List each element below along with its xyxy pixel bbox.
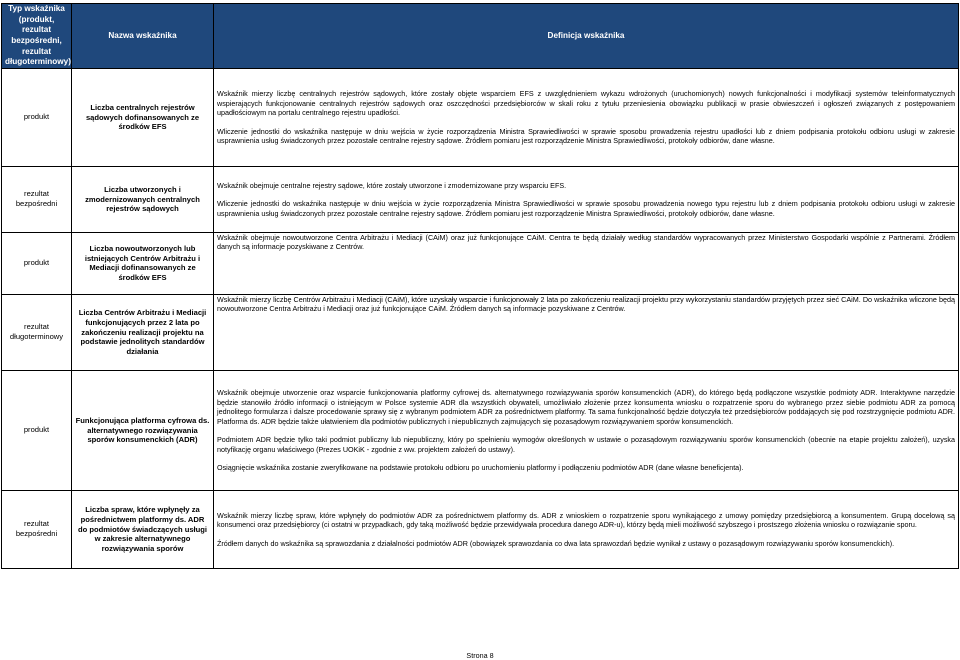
indicator-name: Liczba nowoutworzonych lub istniejących Centrów Arbitrażu i Mediacji dofinansowanych ze środków EFS xyxy=(72,232,214,294)
definition-paragraph: Wskaźnik obejmuje centralne rejestry sądowe, które zostały utworzone i zmodernizowane przy wsparciu EFS. xyxy=(217,180,567,190)
indicator-name: Liczba centralnych rejestrów sądowych dofinansowanych ze środków EFS xyxy=(72,68,214,166)
indicator-type: produkt xyxy=(2,370,72,490)
header-definition: Definicja wskaźnika xyxy=(214,4,959,69)
indicator-name: Funkcjonująca platforma cyfrowa ds. alternatywnego rozwiązywania sporów konsumenckich (ADR) xyxy=(72,370,214,490)
definition-paragraph: Wliczenie jednostki do wskaźnika następuje w dniu wejścia w życie rozporządzenia Ministra Sprawiedliwości w sprawie sposobu prowadzenia rejestru upadłości lub z dniem podpisania protokołu odbioru usługi w zakresie usprawnienia usług świadczonych przez pozostałe centralne rejestry sądowe. Źródłem pomiaru jest rozporządzenie Ministra Sprawiedliwości, protokoły odbiorów, dane własne. xyxy=(217,126,955,146)
indicator-type: rezultat długoterminowy xyxy=(2,294,72,370)
page-number: Strona 8 xyxy=(466,651,494,660)
definition-paragraph: Wskaźnik mierzy liczbę Centrów Arbitrażu i Mediacji (CAiM), które uzyskały wsparcie i funkcjonowały 2 lata po zakończeniu realizacji projektu przy wykorzystaniu standardów przyjętych przez sieć CAiM. Do wskaźnika wliczone będą nowoutworzone Centra Arbitrażu i Mediacji oraz już funkcjonujące CAiM. Źródłem danych są informacje pozyskiwane z Centrów. xyxy=(217,294,955,314)
table-row xyxy=(2,490,959,568)
table-row xyxy=(2,166,959,232)
header-row xyxy=(2,4,959,69)
indicator-type: produkt xyxy=(2,68,72,166)
definition-paragraph: Wskaźnik obejmuje utworzenie oraz wsparcie funkcjonowania platformy cyfrowej ds. alternatywnego rozwiązywania sporów konsumenckich (ADR), do którego będą podłączone wszystkie podmioty ADR. Interaktywne narzędzie będzie stanowiło źródło informacji o istniejącym w Polsce systemie ADR dla wszystkich obywateli, umożliwiało złożenie przez konsumenta wniosku o rozpatrzenie sporu do wybranego przez siebie podmiotu ADR za pomocą jednolitego formularza i dalsze procedowanie sprawy się z wybranym podmiotem ADR za pośrednictwem platformy. Ta sama funkcjonalność będzie dotyczyła też przedsiębiorców poddających się pod rozstrzygnięcie podmiotu ADR. Platforma ds. ADR będzie także ułatwieniem dla podmiotów publicznych i niepublicznych zajmujących się pozasądowym rozwiązywaniem sporów konsumenckich. xyxy=(217,388,955,426)
definition-paragraph: Wskaźnik obejmuje nowoutworzone Centra Arbitrażu i Mediacji (CAiM) oraz już funkcjonujące CAiM. Centra te będą działały według standardów wypracowanych przez Ministerstwo Gospodarki wspólnie z Partnerami. Źródłem danych są informacje pozyskiwane z Centrów. xyxy=(217,232,955,252)
indicator-name: Liczba utworzonych i zmodernizowanych centralnych rejestrów sądowych xyxy=(72,166,214,232)
indicator-definition xyxy=(214,370,959,490)
indicator-type: produkt xyxy=(2,232,72,294)
indicator-type: rezultat bezpośredni xyxy=(2,166,72,232)
definition-paragraph: Źródłem danych do wskaźnika są sprawozdania z działalności podmiotów ADR (obowiązek sprawozdania co dwa lata sprawozdań będzie wynikał z ustawy o pozasądowym rozwiązywaniu sporów konsumenckich). xyxy=(217,538,895,548)
indicator-name: Liczba Centrów Arbitrażu i Mediacji funkcjonujących przez 2 lata po zakończeniu realizacji projektu na podstawie jednolitych standardów działania xyxy=(72,294,214,370)
definition-paragraph: Wliczenie jednostki do wskaźnika następuje w dniu wejścia w życie rozporządzenia Ministra Sprawiedliwości w sprawie sposobu prowadzenia nowego typu rejestru lub z dniem podpisania protokołu odbioru usługi w zakresie usprawnienia usług świadczonych przez pozostałe centralne rejestry sądowe. Źródłem pomiaru jest rozporządzenie Ministra Sprawiedliwości, protokoły odbiorów, dane własne. xyxy=(217,199,955,218)
indicator-name: Liczba spraw, które wpłynęły za pośrednictwem platformy ds. ADR do podmiotów świadczących usługi w zakresie alternatywnego rozwiązywania sporów xyxy=(72,490,214,568)
table-row xyxy=(2,68,959,166)
definition-paragraph: Wskaźnik mierzy liczbę spraw, które wpłynęły do podmiotów ADR za pośrednictwem platformy ds. ADR z wnioskiem o rozpatrzenie sporu wynikającego z umowy pomiędzy przedsiębiorcą a konsumentem. Grupą docelową są konsumenci oraz przedsiębiorcy (ci ostatni w przypadkach, gdy taką możliwość będzie przewidywała procedura danego ADR-u), którzy będą mieli możliwość szybszego i prostszego złożenia wniosku o rozwiązanie sporu. xyxy=(217,510,955,530)
indicator-definition xyxy=(214,68,959,166)
table-row xyxy=(2,370,959,490)
indicator-definition xyxy=(214,294,959,370)
indicator-definition xyxy=(214,166,959,232)
table-row xyxy=(2,294,959,370)
indicator-definition xyxy=(214,490,959,568)
indicator-definition xyxy=(214,232,959,294)
definition-paragraph: Wskaźnik mierzy liczbę centralnych rejestrów sądowych, które zostały objęte wsparciem EFS z uwzględnieniem wykazu wdrożonych (uruchomionych) nowych funkcjonalności i modyfikacji systemów teleinformatycznych wspierających funkcjonowanie centralnych rejestrów sądowych oraz oszczędności przedsiębiorców w skali roku z tytułu przeniesienia obowiązku publikacji w prasie obwieszczeń i ogłoszeń związanych z postępowaniem upadłościowym na portalu centralnego rejestru upadłości. xyxy=(217,89,955,118)
definition-paragraph: Podmiotem ADR będzie tylko taki podmiot publiczny lub niepubliczny, który po spełnieniu wymogów określonych w ustawie o pozasądowym rozwiązywaniu sporów konsumenckich (obecnie na etapie projektu założeń), uzyska notyfikację organu właściwego (Prezes UOKiK - zgodnie z ww. projektem założeń do ustawy). xyxy=(217,435,955,454)
header-name: Nazwa wskaźnika xyxy=(72,4,214,69)
indicators-table xyxy=(1,3,959,569)
indicator-type: rezultat bezpośredni xyxy=(2,490,72,568)
header-type: Typ wskaźnika (produkt, rezultat bezpośredni, rezultat długoterminowy) xyxy=(2,4,72,69)
definition-paragraph: Osiągnięcie wskaźnika zostanie zweryfikowane na podstawie protokołu odbioru po uruchomieniu platformy i podłączeniu podmiotów ADR (dane własne beneficjenta). xyxy=(217,463,744,473)
table-row xyxy=(2,232,959,294)
